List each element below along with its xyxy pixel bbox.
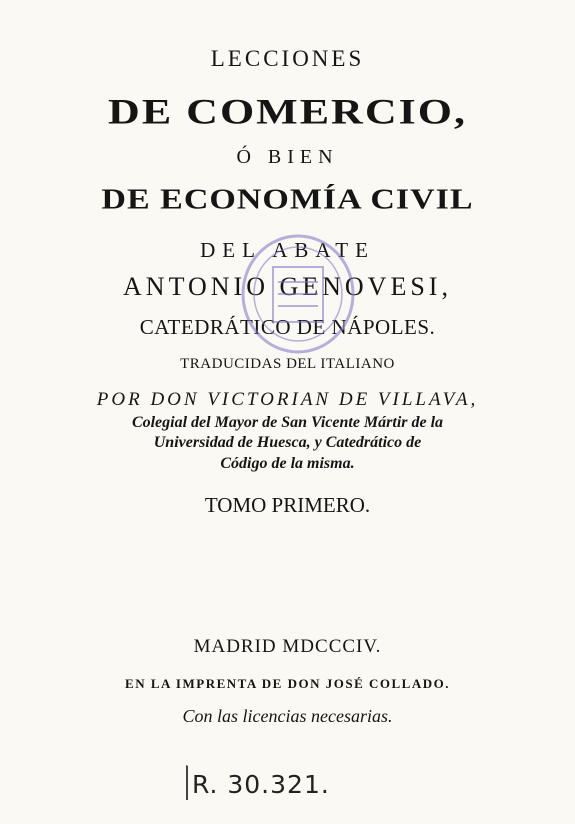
shelfmark: R. 30.321.	[192, 770, 330, 799]
translator-name: POR DON VICTORIAN DE VILLAVA,	[96, 389, 479, 410]
title-line-economia-civil: DE ECONOMÍA CIVIL	[101, 183, 474, 216]
library-stamp-icon	[238, 232, 358, 357]
title-line-lecciones: LECCIONES	[210, 46, 365, 71]
printer-line: EN LA IMPRENTA DE DON JOSÉ COLLADO.	[125, 676, 450, 691]
translated-from: TRADUCIDAS DEL ITALIANO	[180, 356, 395, 372]
translator-desc-1: Colegial del Mayor de San Vicente Mártir de la	[131, 414, 444, 431]
author-role: CATEDRÁTICO DE NÁPOLES.	[139, 315, 436, 339]
title-line-de-comercio: DE COMERCIO,	[108, 91, 467, 132]
translator-desc-2: Universidad de Huesca, y Catedrático de	[153, 434, 422, 451]
author-name: ANTONIO GENOVESI,	[123, 272, 452, 301]
title-line-del-abate: DEL ABATE	[200, 238, 375, 262]
translator-desc-3: Código de la misma.	[220, 455, 355, 472]
license-line: Con las licencias necesarias.	[182, 706, 393, 726]
title-line-o-bien: Ó BIEN	[236, 146, 339, 168]
volume-label: TOMO PRIMERO.	[204, 493, 371, 517]
place-date: MADRID MDCCCIV.	[193, 636, 382, 657]
